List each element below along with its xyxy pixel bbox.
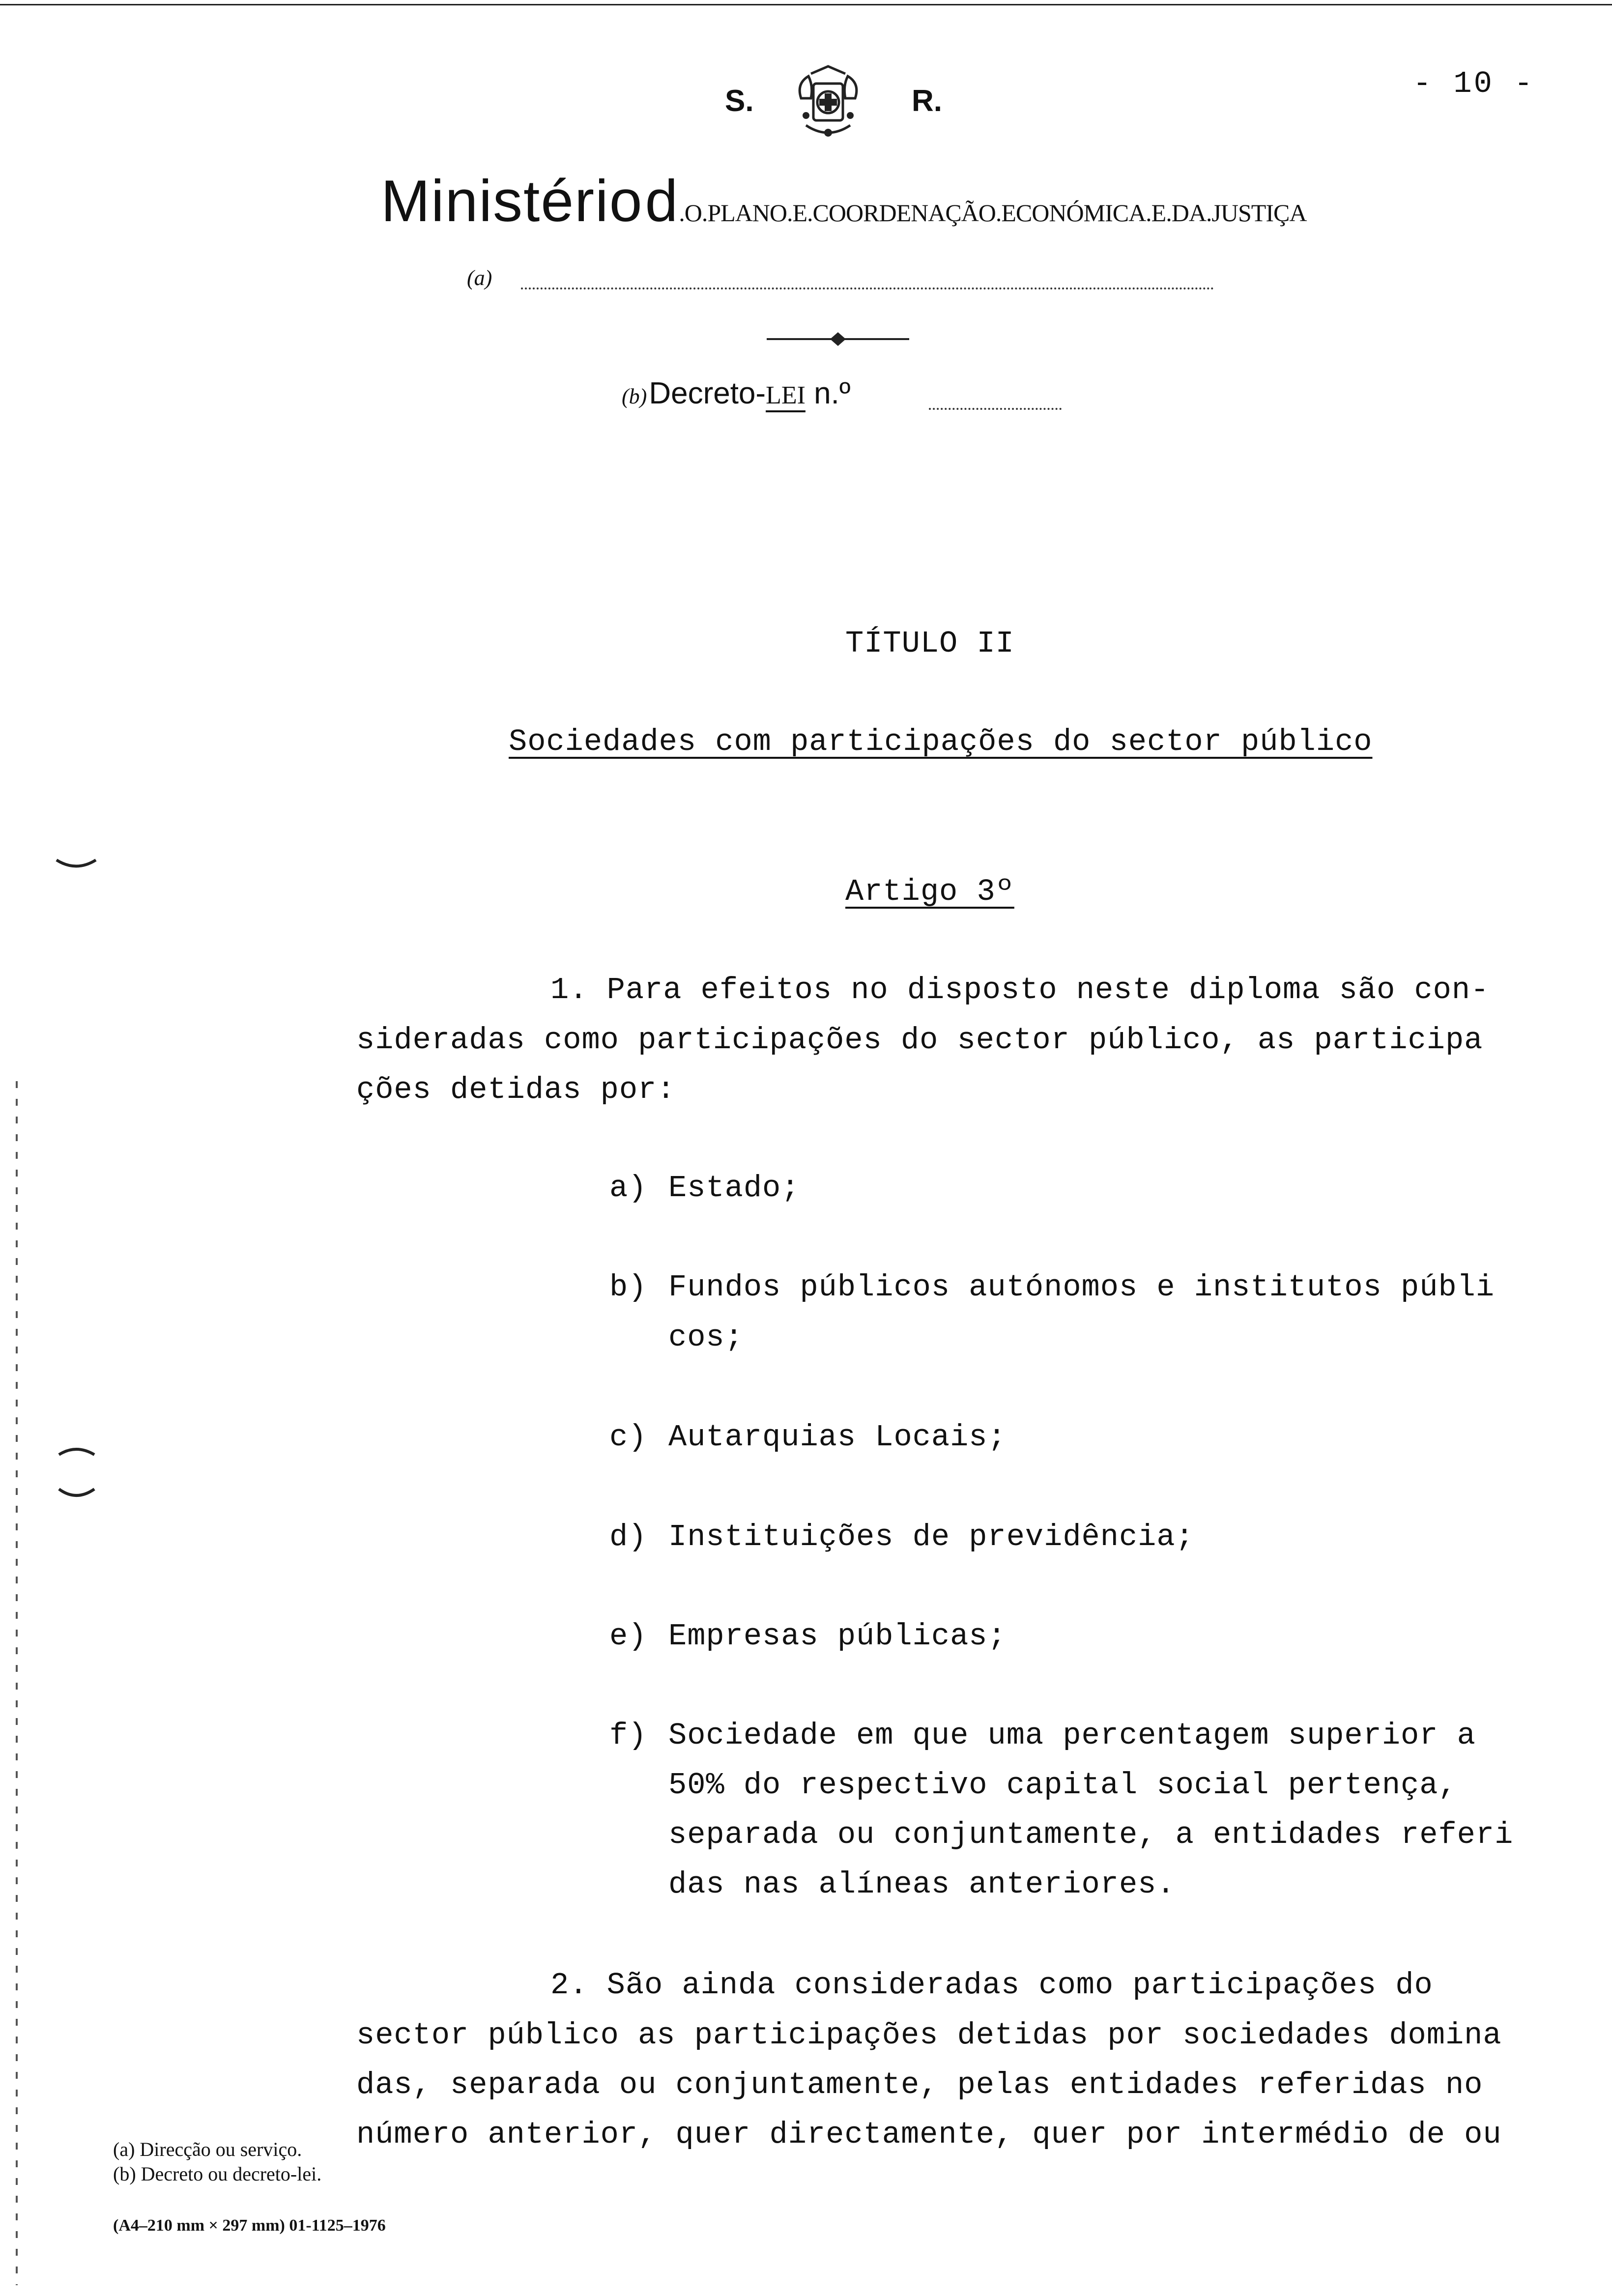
list-item-text: cos; <box>668 1320 744 1355</box>
field-a-label: (a) <box>467 266 492 290</box>
ministry-name: .O.PLANO.E.COORDENAÇÃO.ECONÓMICA.E.DA.JUSTIÇA <box>679 199 1307 227</box>
list-item-text: Sociedade em que uma percentagem superior a <box>668 1718 1476 1753</box>
para2-line-3: das, separada ou conjuntamente, pelas entidades referidas no <box>356 2067 1483 2102</box>
punch-hole-mark-bottom <box>49 1425 103 1514</box>
list-item-text: 50% do respectivo capital social pertença, <box>668 1768 1457 1803</box>
list-item-text: Instituições de previdência; <box>668 1520 1194 1554</box>
letterhead-right: R. <box>912 84 942 118</box>
list-item-letter: d) <box>609 1520 647 1554</box>
ornament-divider <box>767 329 909 349</box>
list-item-text: das nas alíneas anteriores. <box>668 1867 1176 1902</box>
coat-of-arms-icon <box>791 64 865 143</box>
ministry-prefix: Ministério <box>381 168 643 234</box>
decreto-lei-stamp: LEI <box>766 381 806 409</box>
list-item-text: Autarquias Locais; <box>668 1420 1007 1455</box>
document-title: TÍTULO II <box>845 626 1014 661</box>
list-item-letter: c) <box>609 1420 647 1455</box>
top-rule <box>0 4 1612 5</box>
list-item-text: Estado; <box>668 1171 800 1205</box>
decreto-label: Decreto- <box>649 376 766 410</box>
binding-edge-mark <box>11 1081 26 2285</box>
form-code: (A4–210 mm × 297 mm) 01-1125–1976 <box>113 2216 386 2235</box>
punch-hole-mark-top <box>49 806 103 880</box>
footnote-a: (a) Direcção ou serviço. <box>113 2138 302 2160</box>
article-heading: Artigo 3º <box>845 874 1014 909</box>
list-item-letter: a) <box>609 1171 647 1205</box>
field-b-label: (b) <box>622 384 647 408</box>
letterhead-left: S. <box>725 84 754 118</box>
decreto-number-dotted-line <box>929 408 1062 410</box>
para1-line-1: 1. Para efeitos no disposto neste diploma são con- <box>550 973 1490 1007</box>
para1-line-2: sideradas como participações do sector público, as participa <box>356 1023 1483 1058</box>
ministry-heading <box>381 167 1306 235</box>
list-item-text: Fundos públicos autónomos e institutos públi <box>668 1270 1495 1305</box>
para1-line-3: ções detidas por: <box>356 1072 676 1107</box>
page-number: - 10 - <box>1413 66 1535 101</box>
list-item-letter: e) <box>609 1619 647 1654</box>
para2-line-1: 2. São ainda consideradas como participações do <box>550 1968 1433 2003</box>
list-item-text: Empresas públicas; <box>668 1619 1007 1654</box>
ministry-d: d <box>645 168 679 234</box>
field-a-dotted-line <box>521 287 1214 289</box>
section-subtitle: Sociedades com participações do sector público <box>509 724 1373 759</box>
decreto-line <box>622 376 850 411</box>
decreto-suffix: n.º <box>805 376 851 410</box>
para2-line-4: número anterior, quer directamente, quer por intermédio de ou <box>356 2117 1502 2152</box>
list-item-letter: b) <box>609 1270 647 1305</box>
para2-line-2: sector público as participações detidas por sociedades domina <box>356 2018 1502 2053</box>
footnote-b: (b) Decreto ou decreto-lei. <box>113 2163 322 2185</box>
list-item-text: separada ou conjuntamente, a entidades referi <box>668 1817 1514 1852</box>
list-item-letter: f) <box>609 1718 647 1753</box>
